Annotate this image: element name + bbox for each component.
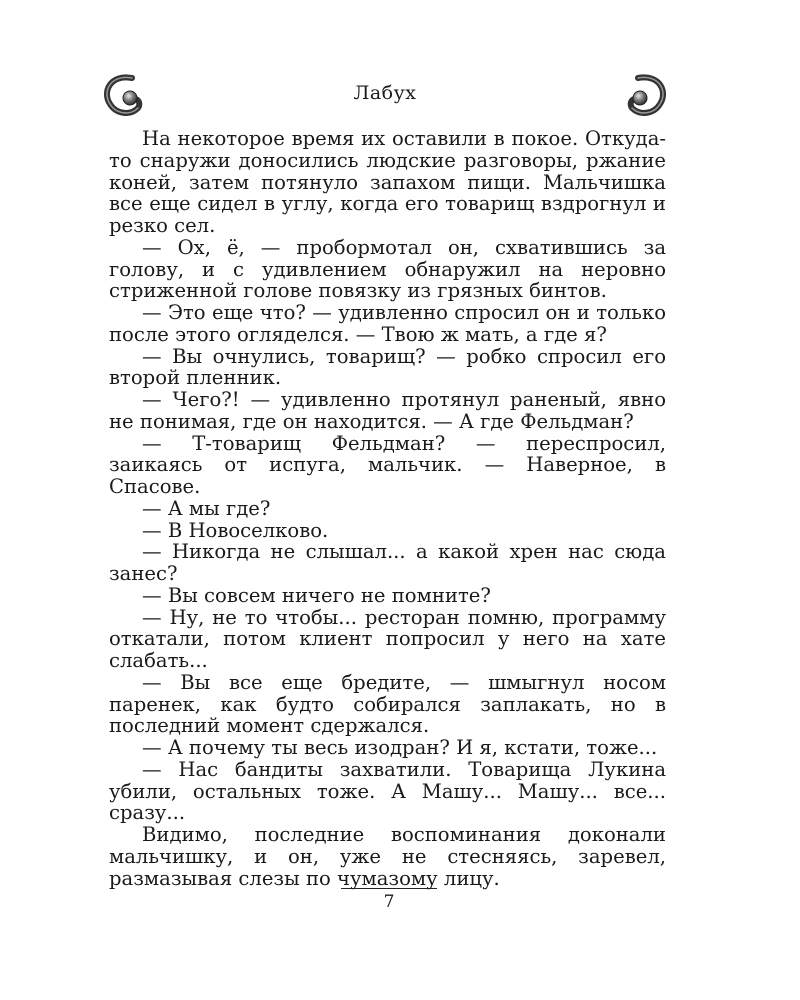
- paragraph: — А мы где?: [142, 496, 271, 520]
- running-title: Лабух: [353, 82, 417, 104]
- paragraph: — Нас бандиты захватили. Товарища Лукина убили, остальных тоже. А Машу... Машу... все... сразу...: [109, 757, 666, 825]
- paragraph: — Это еще что? — удивленно спросил он и только после этого огляделся. — Твою ж мать, а где я?: [109, 301, 666, 346]
- page-number: 7: [383, 892, 395, 912]
- ornament-swirl-icon: [540, 70, 670, 120]
- paragraph: Видимо, последние воспоминания доконали мальчишку, и он, уже не стесняясь, заревел, размазывая слезы по чумазому лицу.: [109, 823, 666, 890]
- footer-rule: [341, 888, 437, 889]
- paragraph: — А почему ты весь изодран? И я, кстати, тоже...: [142, 736, 658, 759]
- paragraph: — Чего?! — удивленно протянул раненый, явно не понимая, где он находится. — А где Фельдман?: [109, 388, 666, 433]
- paragraph: — Никогда не слышал... а какой хрен нас сюда занес?: [109, 540, 666, 585]
- paragraph: — Т-товарищ Фельдман? — переспросил, заикаясь от испуга, мальчик. — Наверное, в Спасове.: [109, 431, 666, 498]
- paragraph: — Ох, ё, — пробормотал он, схватившись за голову, и с удивлением обнаружил на неровно стриженной голове повязку из грязных бинтов.: [109, 235, 666, 303]
- paragraph: — Вы все еще бредите, — шмыгнул носом паренек, как будто собирался заплакать, но в последний момент сдержался.: [109, 670, 666, 738]
- paragraph: — Ну, не то чтобы... ресторан помню, программу откатали, потом клиент попросил у него на хате слабать...: [109, 605, 666, 672]
- paragraph: — Вы очнулись, товарищ? — робко спросил его второй пленник.: [109, 344, 666, 390]
- body-text: [109, 128, 666, 889]
- paragraph: — Вы совсем ничего не помните?: [142, 583, 491, 607]
- paragraph: На некоторое время их оставили в покое. Откуда-то снаружи доносились людские разговоры, ржание коней, затем потянуло запахом пищи. Мальчишка все еще сидел в углу, когда его товарищ вздрогнул и резко сел.: [109, 127, 666, 237]
- running-header: [100, 70, 670, 120]
- paragraph: — В Новоселково.: [142, 518, 329, 542]
